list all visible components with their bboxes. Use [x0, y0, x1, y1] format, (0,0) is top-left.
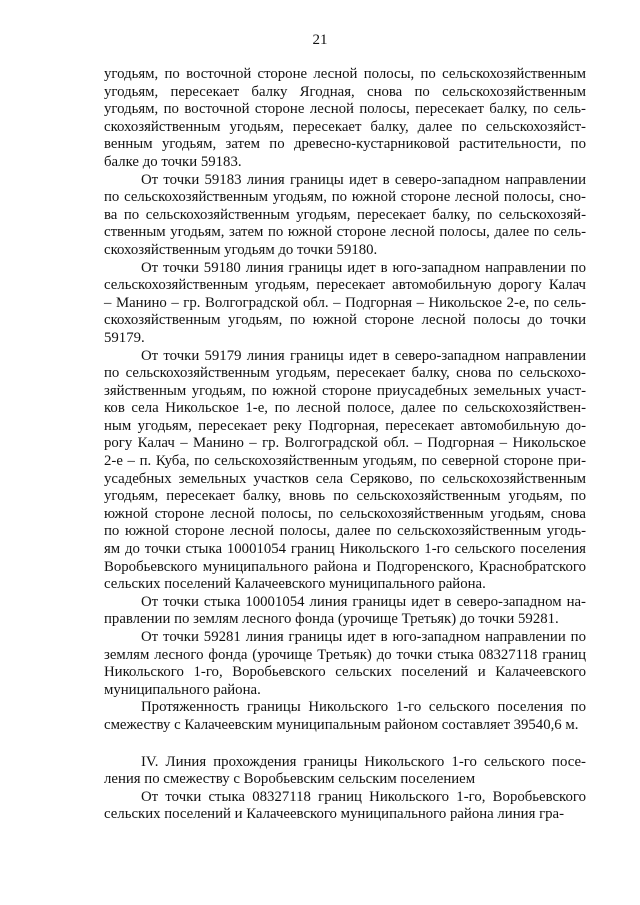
- paragraph: [104, 594, 586, 629]
- text-line: балке до точки 59183.: [104, 153, 242, 170]
- paragraph: [104, 172, 586, 260]
- paragraph: [104, 66, 586, 172]
- text-line: Протяженность границы Никольского 1-го сельского поселения по: [141, 699, 586, 716]
- text-line: муниципального района.: [104, 681, 261, 698]
- text-line: От точки 59183 линия границы идет в северо-западном направлении: [141, 171, 586, 188]
- text-line: по сельскохозяйственным угодьям, по южной стороне лесной полосы, сно-: [104, 189, 586, 206]
- text-line: скохозяйственным угодьям, пересекает балку, далее по сельскохозяйст-: [104, 118, 586, 135]
- text-line: Воробьевского муниципального района и Подгоренского, Краснобратского: [104, 558, 586, 575]
- paragraph: [104, 789, 586, 824]
- text-line: сельскохозяйственным угодьям, пересекает автомобильную дорогу Калач: [104, 277, 586, 294]
- paragraph: [104, 348, 586, 594]
- text-line: – Манино – гр. Волгоградской обл. – Подгорная – Никольское 2-е, по сель-: [104, 294, 586, 311]
- text-line: IV. Линия прохождения границы Никольского 1-го сельского посе-: [141, 753, 586, 770]
- text-line: сельских поселений Калачеевского муниципального района.: [104, 576, 486, 593]
- text-line: венным угодьям, затем по древесно-кустарниковой растительности, по: [104, 136, 586, 153]
- text-line: ным угодьям, пересекает реку Подгорная, пересекает автомобильную до-: [104, 417, 586, 434]
- text-line: От точки 59180 линия границы идет в юго-западном направлении по: [141, 259, 586, 276]
- text-line: скохозяйственным угодьям, по южной стороне лесной полосы до точки: [104, 312, 586, 329]
- text-line: ления по смежеству с Воробьевским сельским поселением: [104, 771, 476, 788]
- text-line: правлении по землям лесного фонда (урочище Третьяк) до точки 59281.: [104, 611, 559, 628]
- text-line: землям лесного фонда (урочище Третьяк) до точки стыка 08327118 границ: [104, 646, 586, 663]
- document-body: [104, 66, 586, 824]
- text-line: От точки 59281 линия границы идет в юго-западном направлении по: [141, 629, 586, 645]
- text-line: 59179.: [104, 329, 145, 346]
- text-line: ва по сельскохозяйственным угодьям, пересекает балку, по сельскохозяй-: [104, 206, 586, 223]
- text-line: зяйственным угодьям, по южной стороне приусадебных земельных участ-: [104, 382, 586, 399]
- page-number: 21: [312, 32, 328, 48]
- paragraph: [104, 629, 586, 699]
- text-line: ям до точки стыка 10001054 границ Никольского 1-го сельского поселения: [104, 541, 586, 558]
- text-line: смежеству с Калачеевским муниципальным районом составляет 39540,6 м.: [104, 716, 579, 733]
- text-line: скохозяйственным угодьям до точки 59180.: [104, 241, 378, 258]
- text-line: сельских поселений и Калачеевского муниципального района линия гра-: [104, 806, 565, 823]
- text-line: усадебных земельных участков села Серяково, по сельскохозяйственным: [104, 470, 586, 487]
- text-line: угодьям, пересекает балку Ягодная, снова по сельскохозяйственным: [104, 83, 586, 100]
- text-line: От точки стыка 10001054 линия границы идет в северо-западном на-: [141, 593, 586, 610]
- paragraph: [104, 260, 586, 348]
- text-line: по сельскохозяйственным угодьям, пересекает балку, снова по сельскохо-: [104, 365, 586, 382]
- text-line: по южной стороне лесной полосы, далее по сельскохозяйственным угодь-: [104, 523, 586, 540]
- text-line: рогу Калач – Манино – гр. Волгоградской обл. – Подгорная – Никольское: [104, 435, 586, 452]
- text-line: От точки 59179 линия границы идет в северо-западном направлении: [141, 347, 586, 364]
- text-line: ственным угодьям, затем по южной стороне лесной полосы, далее по сель-: [104, 224, 586, 241]
- text-line: Никольского 1-го, Воробьевского сельских поселений и Калачеевского: [104, 664, 586, 681]
- paragraph: [104, 754, 586, 789]
- text-line: южной стороне лесной полосы, по сельскохозяйственным угодьям, снова: [104, 505, 586, 522]
- text-line: угодьям, по восточной стороне лесной полосы, по сельскохозяйственным: [104, 66, 586, 82]
- text-line: 2-е – п. Куба, по сельскохозяйственным угодьям, по северной стороне при-: [104, 453, 586, 470]
- text-line: угодьям, пересекает балку, вновь по сельскохозяйственным угодьям, по: [104, 488, 586, 505]
- text-line: ков села Никольское 1-е, по лесной полосе, далее по сельскохозяйствен-: [104, 400, 586, 417]
- text-line: От точки стыка 08327118 границ Никольского 1-го, Воробьевского: [141, 788, 586, 805]
- section-gap: [104, 735, 586, 754]
- paragraph: [104, 699, 586, 734]
- text-line: угодьям, по восточной стороне лесной полосы, пересекает балку, по сель-: [104, 101, 586, 118]
